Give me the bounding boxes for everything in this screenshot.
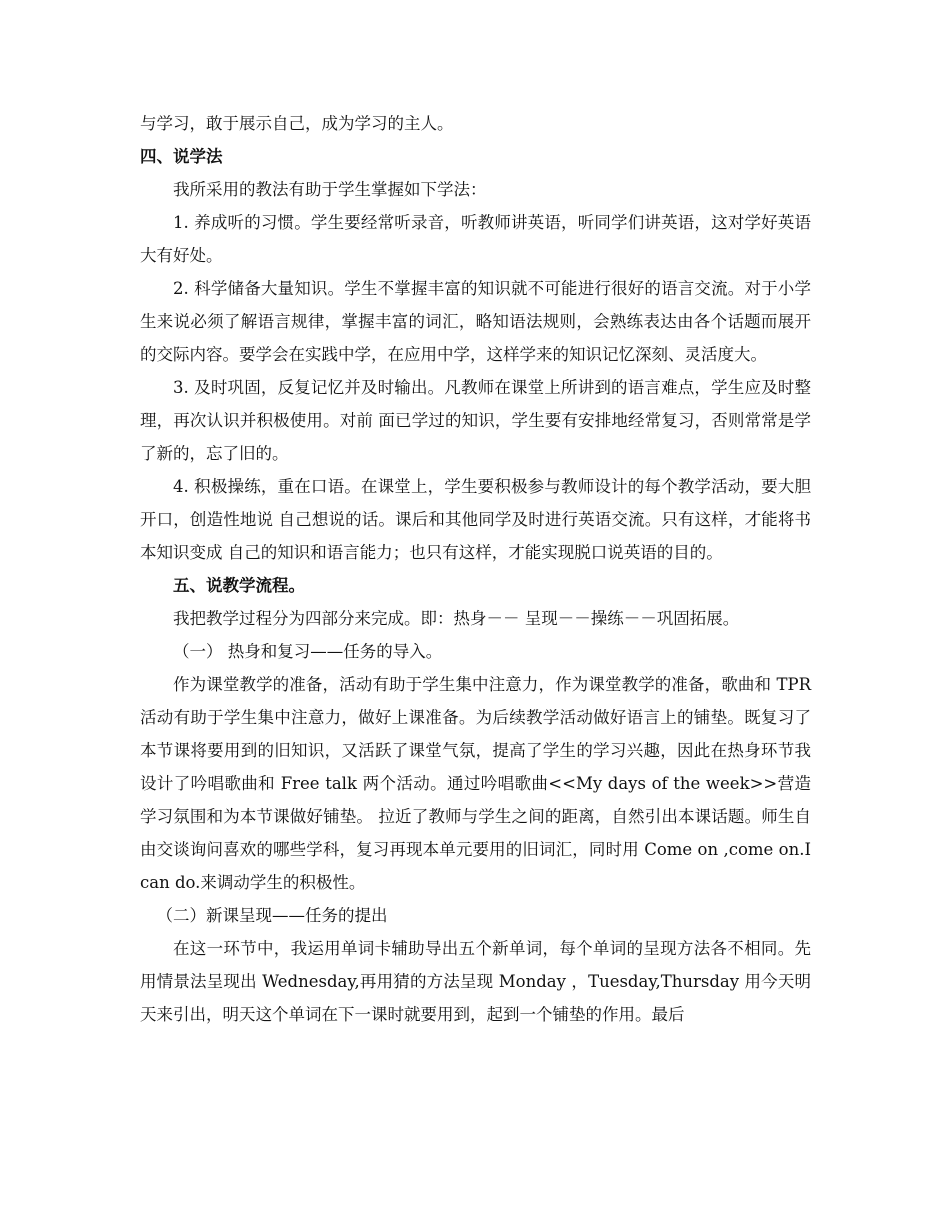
paragraph-learning-methods-intro: 我所采用的教法有助于学生掌握如下学法： [173,180,487,199]
paragraph-method-4: 4. 积极操练，重在口语。在课堂上，学生要积极参与教师设计的每个教学活动，要大胆开口，创造性地说 自己想说的话。课后和其他同学及时进行英语交流。只有这样，才能将书本知识变成 自己的知识和语言能力；也只有这样，才能实现脱口说英语的目的。 [140,477,811,562]
paragraph-process-overview: 我把教学过程分为四部分来完成。即：热身－－ 呈现－－操练－－巩固拓展。 [173,609,740,628]
section-heading-learning-methods: 四、说学法 [140,147,223,166]
section-heading-teaching-process: 五、说教学流程。 [173,576,305,595]
paragraph-method-3: 3. 及时巩固，反复记忆并及时输出。凡教师在课堂上所讲到的语言难点，学生应及时整理，再次认识并积极使用。对前 面已学过的知识，学生要有安排地经常复习，否则常常是学了新的，忘了旧的。 [140,378,811,463]
paragraph-warm-up: 作为课堂教学的准备，活动有助于学生集中注意力，作为课堂教学的准备，歌曲和 TPR 活动有助于学生集中注意力，做好上课准备。为后续教学活动做好语言上的铺垫。既复习了本节课将要用到的旧知识，又活跃了课堂气氛，提高了学生的学习兴趣，因此在热身环节我设计了吟唱歌曲和 Free talk 两个活动。通过吟唱歌曲<<My days of the week>>营造学习氛围和为本节课做好铺垫。 拉近了教师与学生之间的距离，自然引出本课话题。师生自由交谈询问喜欢的哪些学科，复习再现本单元要用的旧词汇，同时用 Come on ,come on.I can do.来调动学生的积极性。 [140,675,811,892]
subheading-warm-up: （一） 热身和复习——任务的导入。 [173,642,443,661]
paragraph-method-2: 2. 科学储备大量知识。学生不掌握丰富的知识就不可能进行很好的语言交流。对于小学生来说必须了解语言规律，掌握丰富的词汇，略知语法规则，会熟练表达由各个话题而展开的交际内容。要学会在实践中学，在应用中学，这样学来的知识记忆深刻、灵活度大。 [140,279,811,364]
paragraph-intro-continuation: 与学习，敢于展示自己，成为学习的主人。 [140,114,454,133]
subheading-presentation: （二）新课呈现——任务的提出 [156,906,388,925]
paragraph-method-1: 1. 养成听的习惯。学生要经常听录音，听教师讲英语，听同学们讲英语，这对学好英语大有好处。 [140,213,811,265]
document-body [140,107,811,1031]
paragraph-presentation: 在这一环节中，我运用单词卡辅助导出五个新单词，每个单词的呈现方法各不相同。先用情景法呈现出 Wednesday,再用猜的方法呈现 Monday ，Tuesday,Thursday 用今天明天来引出，明天这个单词在下一课时就要用到，起到一个铺垫的作用。最后 [140,939,811,1024]
